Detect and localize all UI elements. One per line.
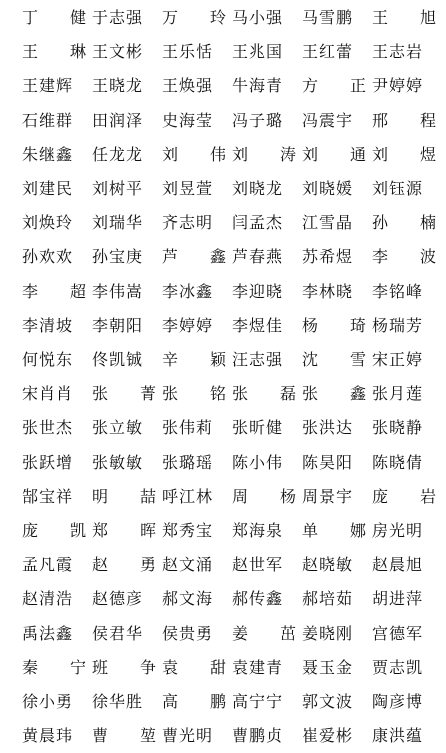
name-cell: 呼江林	[162, 486, 214, 506]
name-row	[0, 616, 446, 651]
name-cell: 王 旭	[372, 8, 436, 27]
name-cell: 张敏敏	[92, 452, 144, 472]
name-cell: 闫孟杰	[232, 213, 284, 233]
name-cell: 芦 鑫	[162, 247, 226, 267]
name-row	[0, 650, 446, 685]
name-cell: 芦春燕	[232, 247, 284, 267]
name-cell: 王兆国	[232, 42, 284, 62]
name-cell: 赵晨旭	[372, 555, 424, 575]
name-cell: 贾志凯	[372, 657, 424, 677]
name-cell: 杨 琦	[302, 315, 366, 335]
name-cell: 汪志强	[232, 350, 284, 369]
name-cell: 侯君华	[92, 623, 144, 643]
name-cell: 李迎晓	[232, 281, 284, 301]
name-cell: 张 磊	[232, 384, 296, 404]
name-row	[0, 479, 446, 514]
name-cell: 庞 凯	[22, 521, 86, 540]
name-cell: 刘树平	[92, 179, 144, 198]
name-cell: 王焕强	[162, 76, 214, 96]
name-row	[0, 34, 446, 69]
name-cell: 孙欢欢	[22, 247, 74, 267]
name-cell: 王乐恬	[162, 42, 214, 62]
name-cell: 班 争	[92, 657, 156, 677]
name-row	[0, 308, 446, 343]
name-cell: 刘钰源	[372, 179, 424, 198]
name-row	[0, 410, 446, 445]
name-cell: 张 铭	[162, 384, 226, 404]
name-cell: 袁建青	[232, 657, 284, 677]
name-cell: 张世杰	[22, 418, 74, 438]
name-cell: 陈小伟	[232, 452, 284, 472]
name-cell: 孙宝庚	[92, 247, 144, 267]
name-cell: 朱继鑫	[22, 144, 74, 164]
name-row	[0, 137, 446, 172]
name-cell: 胡进萍	[372, 589, 424, 609]
name-cell: 李清坡	[22, 315, 74, 335]
name-cell: 陈晓倩	[372, 452, 424, 472]
name-cell: 张 鑫	[302, 384, 366, 404]
name-cell: 李煜佳	[232, 315, 284, 335]
name-cell: 赵文涌	[162, 555, 214, 575]
name-cell: 郝培茹	[302, 589, 354, 609]
name-cell: 刘 通	[302, 144, 366, 164]
name-cell: 周 杨	[232, 486, 296, 506]
name-cell: 侯贵勇	[162, 623, 214, 643]
name-cell: 王文彬	[92, 42, 144, 62]
name-row	[0, 171, 446, 206]
name-cell: 李铭峰	[372, 281, 424, 301]
name-cell: 聂玉金	[302, 657, 354, 677]
name-cell: 马雪鹏	[302, 8, 354, 27]
name-cell: 刘焕玲	[22, 213, 74, 233]
name-cell: 孟凡霞	[22, 555, 74, 575]
name-cell: 袁 甜	[162, 657, 226, 677]
name-cell: 明 喆	[92, 486, 156, 506]
name-cell: 曹光明	[162, 726, 214, 746]
name-cell: 宫德军	[372, 623, 424, 643]
name-cell: 丁 健	[22, 8, 86, 27]
name-row	[0, 513, 446, 548]
name-cell: 郑海泉	[232, 521, 284, 540]
name-cell: 康洪蕴	[372, 726, 424, 746]
name-cell: 周景宇	[302, 486, 354, 506]
name-cell: 张月莲	[372, 384, 424, 404]
name-cell: 苏希煜	[302, 247, 354, 267]
name-cell: 刘晓龙	[232, 179, 284, 198]
name-cell: 刘昱萱	[162, 179, 214, 198]
name-cell: 崔爱彬	[302, 726, 354, 746]
name-cell: 王 琳	[22, 42, 86, 62]
name-cell: 高宁宁	[232, 692, 284, 711]
name-cell: 姜晓刚	[302, 623, 354, 643]
name-row	[0, 342, 446, 377]
name-cell: 张昕健	[232, 418, 284, 438]
name-cell: 曹鹏贞	[232, 726, 284, 746]
name-cell: 李 超	[22, 281, 86, 301]
name-cell: 郜宝祥	[22, 486, 74, 506]
name-cell: 于志强	[92, 8, 144, 27]
name-cell: 张璐瑶	[162, 452, 214, 472]
name-cell: 赵 勇	[92, 555, 156, 575]
name-cell: 高 鹏	[162, 692, 226, 711]
name-cell: 李冰鑫	[162, 281, 214, 301]
name-cell: 邢 程	[372, 110, 436, 130]
name-cell: 陶彦博	[372, 692, 424, 711]
name-row	[0, 239, 446, 274]
name-cell: 宋正婷	[372, 350, 424, 369]
name-cell: 江雪晶	[302, 213, 354, 233]
name-cell: 宋肖肖	[22, 384, 74, 404]
name-cell: 姜 茁	[232, 623, 296, 643]
name-cell: 刘晓媛	[302, 179, 354, 198]
name-cell: 王晓龙	[92, 76, 144, 96]
name-cell: 张晓静	[372, 418, 424, 438]
name-cell: 郝文海	[162, 589, 214, 609]
name-cell: 曹 堃	[92, 726, 156, 746]
name-cell: 单 娜	[302, 521, 366, 540]
name-cell: 房光明	[372, 521, 424, 540]
name-row	[0, 445, 446, 480]
name-cell: 秦 宁	[22, 657, 86, 677]
name-cell: 何悦东	[22, 350, 74, 369]
name-cell: 史海莹	[162, 110, 214, 130]
name-cell: 李婷婷	[162, 315, 214, 335]
name-cell: 孙 楠	[372, 213, 436, 233]
name-cell: 庞 岩	[372, 486, 436, 506]
name-cell: 李朝阳	[92, 315, 144, 335]
name-cell: 马小强	[232, 8, 284, 27]
name-cell: 田润泽	[92, 110, 144, 130]
name-cell: 赵晓敏	[302, 555, 354, 575]
name-cell: 牛海青	[232, 76, 284, 96]
name-cell: 李林晓	[302, 281, 354, 301]
name-cell: 辛 颖	[162, 350, 226, 369]
name-cell: 张跃增	[22, 452, 74, 472]
name-cell: 刘瑞华	[92, 213, 144, 233]
name-cell: 冯震宇	[302, 110, 354, 130]
name-cell: 方 正	[302, 76, 366, 96]
name-cell: 刘 涛	[232, 144, 296, 164]
name-row	[0, 684, 446, 719]
name-cell: 赵世军	[232, 555, 284, 575]
name-cell: 任龙龙	[92, 144, 144, 164]
name-row	[0, 581, 446, 616]
name-cell: 万 玲	[162, 8, 226, 27]
name-cell: 郑 晖	[92, 521, 156, 540]
name-row	[0, 0, 446, 35]
name-row	[0, 103, 446, 138]
name-cell: 陈昊阳	[302, 452, 354, 472]
name-cell: 张 菁	[92, 384, 156, 404]
name-cell: 尹婷婷	[372, 76, 424, 96]
name-cell: 徐小勇	[22, 692, 74, 711]
name-cell: 徐华胜	[92, 692, 144, 711]
name-cell: 刘 伟	[162, 144, 226, 164]
name-row	[0, 68, 446, 103]
name-row	[0, 718, 446, 753]
name-cell: 郭文波	[302, 692, 354, 711]
name-cell: 郝传鑫	[232, 589, 284, 609]
name-cell: 沈 雪	[302, 350, 366, 369]
name-cell: 禹法鑫	[22, 623, 74, 643]
name-cell: 石维群	[22, 110, 74, 130]
name-cell: 冯子璐	[232, 110, 284, 130]
name-cell: 佟凯铖	[92, 350, 144, 369]
name-cell: 张立敏	[92, 418, 144, 438]
name-cell: 刘 煜	[372, 144, 436, 164]
name-cell: 王红蕾	[302, 42, 354, 62]
name-row	[0, 205, 446, 240]
name-cell: 李 波	[372, 247, 436, 267]
name-cell: 王建辉	[22, 76, 74, 96]
name-cell: 齐志明	[162, 213, 214, 233]
name-row	[0, 376, 446, 411]
name-row	[0, 547, 446, 582]
name-cell: 赵德彦	[92, 589, 144, 609]
name-cell: 黄晨玮	[22, 726, 74, 746]
name-cell: 郑秀宝	[162, 521, 214, 540]
name-row	[0, 274, 446, 309]
name-cell: 张洪达	[302, 418, 354, 438]
name-cell: 杨瑞芳	[372, 315, 424, 335]
name-cell: 赵清浩	[22, 589, 74, 609]
name-cell: 王志岩	[372, 42, 424, 62]
name-cell: 李伟嵩	[92, 281, 144, 301]
name-cell: 张伟莉	[162, 418, 214, 438]
name-cell: 刘建民	[22, 179, 74, 198]
